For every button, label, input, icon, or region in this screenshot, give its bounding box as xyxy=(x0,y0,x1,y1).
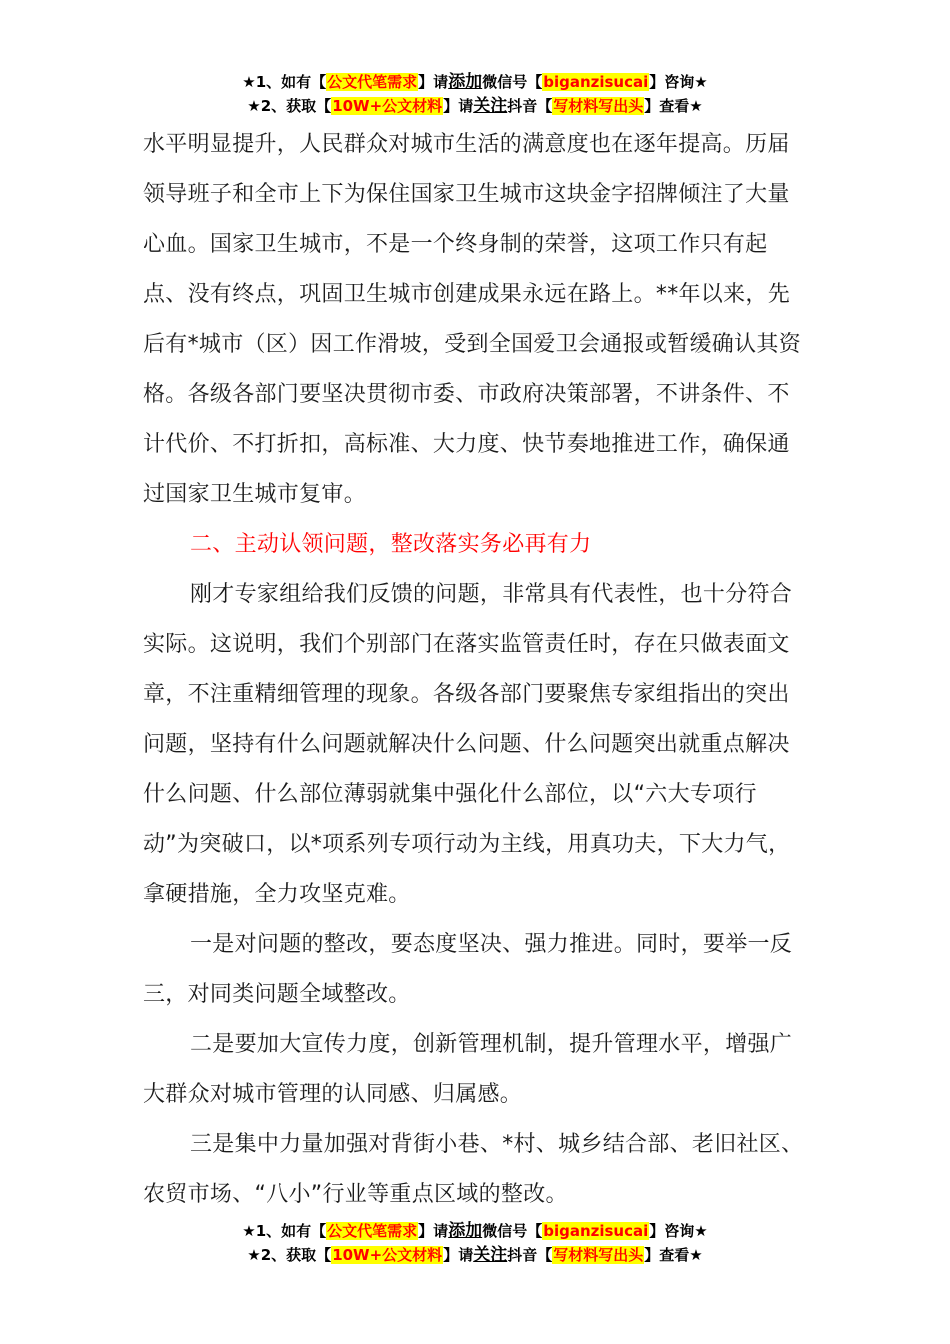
banner-highlight: 10W+公文材料 xyxy=(332,97,443,115)
banner-line-1 xyxy=(0,70,950,94)
banner-text: 】咨询★ xyxy=(649,73,708,91)
banner-text: ★1、如有【 xyxy=(242,1222,327,1240)
paragraph-continuation: 水平明显提升，人民群众对城市生活的满意度也在逐年提高。历届领导班子和全市上下为保住国家卫生城市这块金字招牌倾注了大量心血。国家卫生城市，不是一个终身制的荣誉，这项工作只有起点、没有终点，巩固卫生城市创建成果永远在路上。**年以来，先后有*城市（区）因工作滑坡，受到全国爱卫会通报或暂缓确认其资格。各级各部门要坚决贯彻市委、市政府决策部署，不讲条件、不计代价、不打折扣，高标准、大力度、快节奏地推进工作，确保通过国家卫生城市复审。 xyxy=(143,132,802,507)
wechat-id-highlight: biganzisucai xyxy=(543,1222,649,1240)
banner-text: ★1、如有【 xyxy=(242,73,327,91)
banner-line-2 xyxy=(0,94,950,118)
document-body xyxy=(143,120,805,1220)
paragraph: 刚才专家组给我们反馈的问题，非常具有代表性，也十分符合实际。这说明，我们个别部门在落实监管责任时，存在只做表面文章，不注重精细管理的现象。各级各部门要聚焦专家组指出的突出问题，坚持有什么问题就解决什么问题、什么问题突出就重点解决什么问题、什么部位薄弱就集中强化什么部位，以“六大专项行动”为突破口，以*项系列专项行动为主线，用真功夫，下大力气，拿硬措施，全力攻坚克难。 xyxy=(143,582,793,907)
banner-highlight: 公文代笔需求 xyxy=(327,73,418,91)
banner-text: 】请 xyxy=(443,1246,474,1264)
header-banner xyxy=(0,70,950,118)
banner-text: ★2、获取【 xyxy=(247,97,332,115)
banner-text: 】咨询★ xyxy=(649,1222,708,1240)
banner-underline: 关注 xyxy=(473,96,508,116)
banner-highlight: 公文代笔需求 xyxy=(327,1222,418,1240)
banner-line-2 xyxy=(0,1243,950,1267)
banner-text: ★2、获取【 xyxy=(247,1246,332,1264)
paragraph: 二是要加大宣传力度，创新管理机制，提升管理水平，增强广大群众对城市管理的认同感、归属感。 xyxy=(143,1032,793,1107)
paragraph: 一是对问题的整改，要态度坚决、强力推进。同时，要举一反三，对同类问题全域整改。 xyxy=(143,932,793,1007)
wechat-id-highlight: biganzisucai xyxy=(543,73,649,91)
banner-highlight: 10W+公文材料 xyxy=(332,1246,443,1264)
douyin-id-highlight: 写材料写出头 xyxy=(553,1246,644,1264)
banner-underline: 添加 xyxy=(448,1221,483,1241)
section-heading: 二、主动认领问题，整改落实务必再有力 xyxy=(190,532,592,557)
banner-line-1 xyxy=(0,1219,950,1243)
paragraph: 三是集中力量加强对背街小巷、*村、城乡结合部、老旧社区、农贸市场、“八小”行业等重点区域的整改。 xyxy=(143,1132,804,1207)
banner-text: 抖音【 xyxy=(507,97,553,115)
footer-banner xyxy=(0,1219,950,1267)
banner-text: 】请 xyxy=(418,1222,449,1240)
banner-text: 抖音【 xyxy=(507,1246,553,1264)
banner-underline: 关注 xyxy=(473,1245,508,1265)
banner-text: 微信号【 xyxy=(482,1222,543,1240)
banner-underline: 添加 xyxy=(448,72,483,92)
banner-text: 】请 xyxy=(418,73,449,91)
banner-text: 】查看★ xyxy=(644,97,703,115)
banner-text: 】查看★ xyxy=(644,1246,703,1264)
banner-text: 】请 xyxy=(443,97,474,115)
douyin-id-highlight: 写材料写出头 xyxy=(553,97,644,115)
banner-text: 微信号【 xyxy=(482,73,543,91)
